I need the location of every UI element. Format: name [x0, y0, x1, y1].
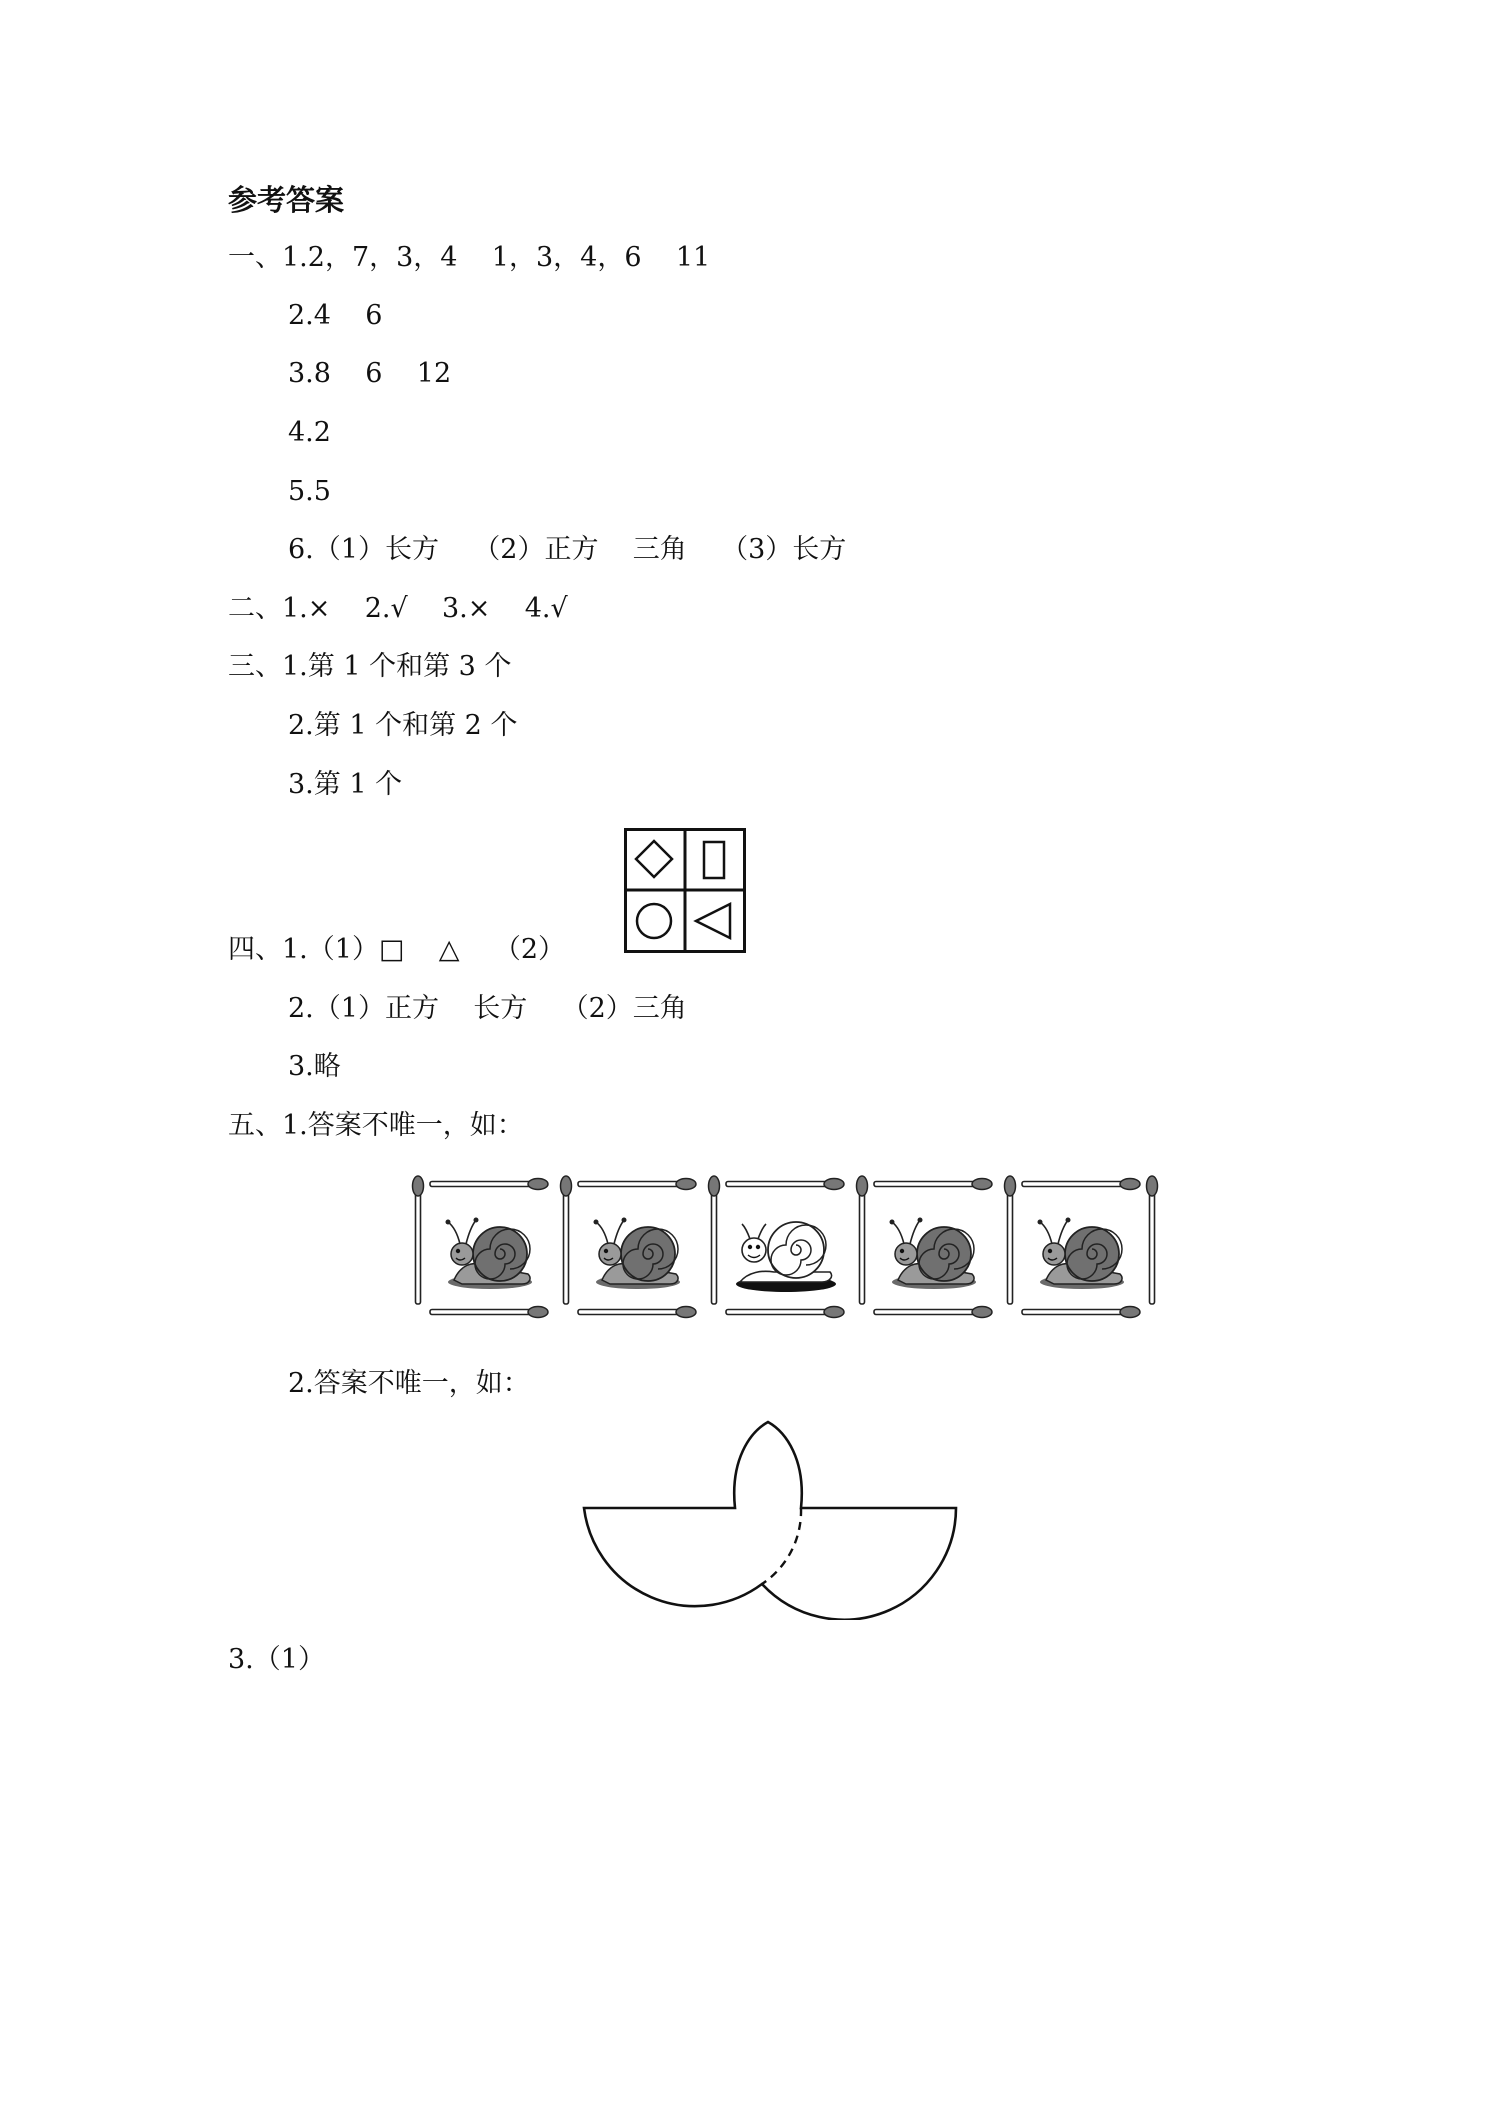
answer-line: 五、1.答案不唯一，如： — [228, 1110, 524, 1141]
diamond-shape — [636, 841, 672, 877]
answer-line: 三、1.第 1 个和第 3 个 — [228, 651, 512, 682]
answer-line: 一、1.2，7，3，4 1，3，4，6 11 — [228, 242, 711, 273]
snail-gray-2 — [594, 1218, 681, 1290]
answer-line: 4.2 — [288, 417, 331, 448]
semicircle-figure — [580, 1420, 960, 1620]
snail-gray-1 — [446, 1218, 533, 1290]
answer-line: 2.答案不唯一，如： — [288, 1368, 530, 1399]
answer-line: 5.5 — [288, 476, 331, 507]
answer-line: 3.第 1 个 — [288, 769, 403, 800]
rectangle-shape — [704, 842, 724, 878]
answer-line: 2.（1）正方 长方 （2）三角 — [288, 993, 687, 1024]
answer-line: 3.略 — [288, 1051, 341, 1082]
snail-gray-3 — [890, 1218, 977, 1290]
page-title: 参考答案 — [228, 183, 345, 217]
answer-line: 2.第 1 个和第 2 个 — [288, 710, 518, 741]
answer-line: 二、1.× 2.√ 3.× 4.√ — [228, 593, 568, 624]
answer-line: 3.（1） — [228, 1644, 325, 1675]
answer-line: 3.8 6 12 — [288, 358, 452, 389]
answer-line: 四、1.（1）□ △ （2） — [228, 934, 566, 965]
circle-shape — [637, 904, 671, 938]
answer-line: 6.（1）长方 （2）正方 三角 （3）长方 — [288, 534, 847, 565]
shape-grid-figure — [624, 828, 746, 953]
snail-gray-4 — [1038, 1218, 1125, 1290]
snail-matchstick-figure — [410, 1172, 1160, 1322]
snail-outline — [736, 1222, 836, 1292]
answer-line: 2.4 6 — [288, 300, 383, 331]
triangle-shape — [696, 904, 730, 938]
